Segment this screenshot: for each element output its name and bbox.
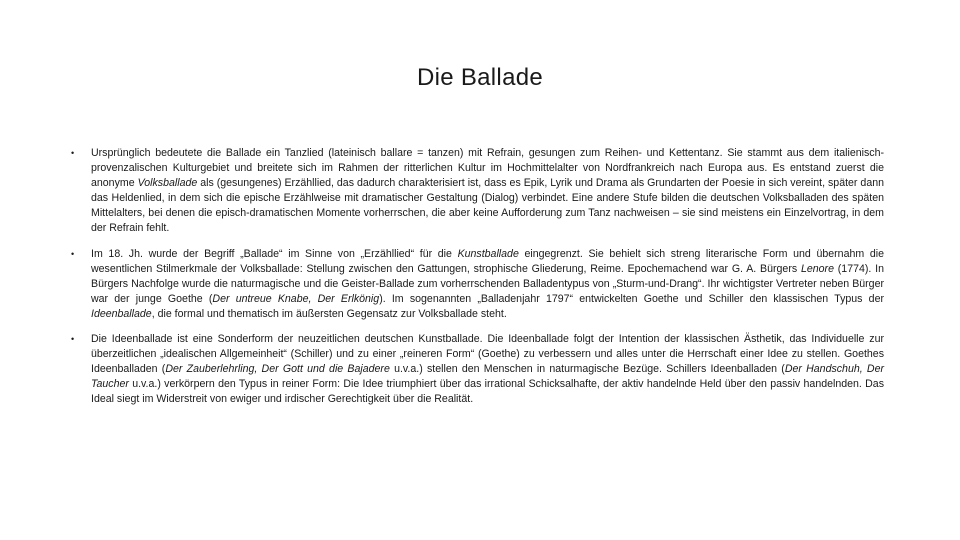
- bullet-text-italic: Der Zauberlehrling, Der Gott und die Bajadere: [165, 363, 390, 376]
- bullet-text: als (gesungenes) Erzähllied, das dadurch charakterisiert ist, dass es Epik, Lyrik und Drama als Grundarten der Poesie in sich vereint, später dann das Heldenlied, in dem sich die epische Erzählweise mit dramatischer Gestaltung (Dialog) verbindet. Eine andere Stufe bilden die deutschen Volksballaden des späten Mittelalters, bei denen die episch-dramatischen Momente vorherrschen, die aber keine Aufforderung zum Tanz nachweisen – sie sind meistens ein Einzelvortrag, in dem der Refrain fehlt.: [91, 177, 884, 235]
- bullet-text-italic: Der Handschuh, Der Taucher: [91, 363, 884, 391]
- bullet-text: eingegrenzt. Sie behielt sich streng literarische Form und übernahm die wesentlichen Stilmerkmale der Volksballade: Stellung zwischen den Gattungen, strophische Gliederung, Reime. Epochemachend war G. A. Bürgers: [91, 247, 884, 275]
- slide-title: Die Ballade: [416, 64, 544, 91]
- bullet-text-italic: Der untreue Knabe, Der Erlkönig: [212, 292, 380, 305]
- bullet-text-italic: Kunstballade: [457, 247, 519, 260]
- bullet-marker: •: [71, 248, 75, 259]
- bullet-item: [68, 332, 884, 407]
- bullet-text-italic: Volksballade: [137, 177, 198, 190]
- bullet-text: Ursprünglich bedeutete die Ballade ein Tanzlied (lateinisch ballare = tanzen) mit Refrain, gesungen zum Reihen- und Kettentanz. Sie stammt aus dem italienisch-provenzalischen Kulturgebiet und breitete sich im Rahmen der ritterlichen Kultur im Hochmittelalter von Nordfrankreich nach Europa aus. Es entstand zuerst die anonyme: [91, 147, 884, 190]
- bullet-text: (1774). In Bürgers Nachfolge wurde die naturmagische und die Geister-Ballade zum vorherrschenden Balladentypus von „Sturm-und-Drang“. Ihr wichtigster Vertreter neben Bürger war der junge Goethe (: [91, 262, 884, 305]
- bullet-marker: •: [71, 148, 75, 158]
- bullet-text: u.v.a.) stellen den Menschen in naturmagische Bezüge. Schillers Ideenballaden (: [389, 363, 785, 376]
- bullet-text: Im 18. Jh. wurde der Begriff „Ballade“ im Sinne von „Erzähllied“ für die: [91, 247, 458, 260]
- bullet-text: u.v.a.) verkörpern den Typus in reiner Form: Die Idee triumphiert über das irrational Schicksalhafte, der aktiv handelnde Held über den passiv handelnden. Das Ideal siegt im Widerstreit von ewiger und irdischer Gerechtigkeit über die Realität.: [91, 378, 884, 406]
- bullet-item: [68, 247, 884, 322]
- bullet-list: [68, 146, 884, 418]
- bullet-text-italic: Lenore: [800, 262, 834, 275]
- bullet-text-italic: Ideenballade: [91, 307, 152, 320]
- bullet-text: ). Im sogenannten „Balladenjahr 1797“ entwickelten Goethe und Schiller den klassischen Typus der: [379, 292, 884, 305]
- bullet-text: , die formal und thematisch im äußersten Gegensatz zur Volksballade steht.: [151, 307, 507, 320]
- bullet-text: Die Ideenballade ist eine Sonderform der neuzeitlichen deutschen Kunstballade. Die Ideenballade folgt der Intention der klassischen Ästhetik, das Individuelle zur überzeitlichen „idealischen Allgemeinheit“ (Schiller) und zu einer „reineren Form“ (Goethe) zu verbessern und alles unter die Herrschaft einer Idee zu stellen. Goethes Ideenballaden (: [91, 333, 884, 376]
- bullet-item: [68, 146, 884, 237]
- bullet-marker: •: [71, 334, 75, 345]
